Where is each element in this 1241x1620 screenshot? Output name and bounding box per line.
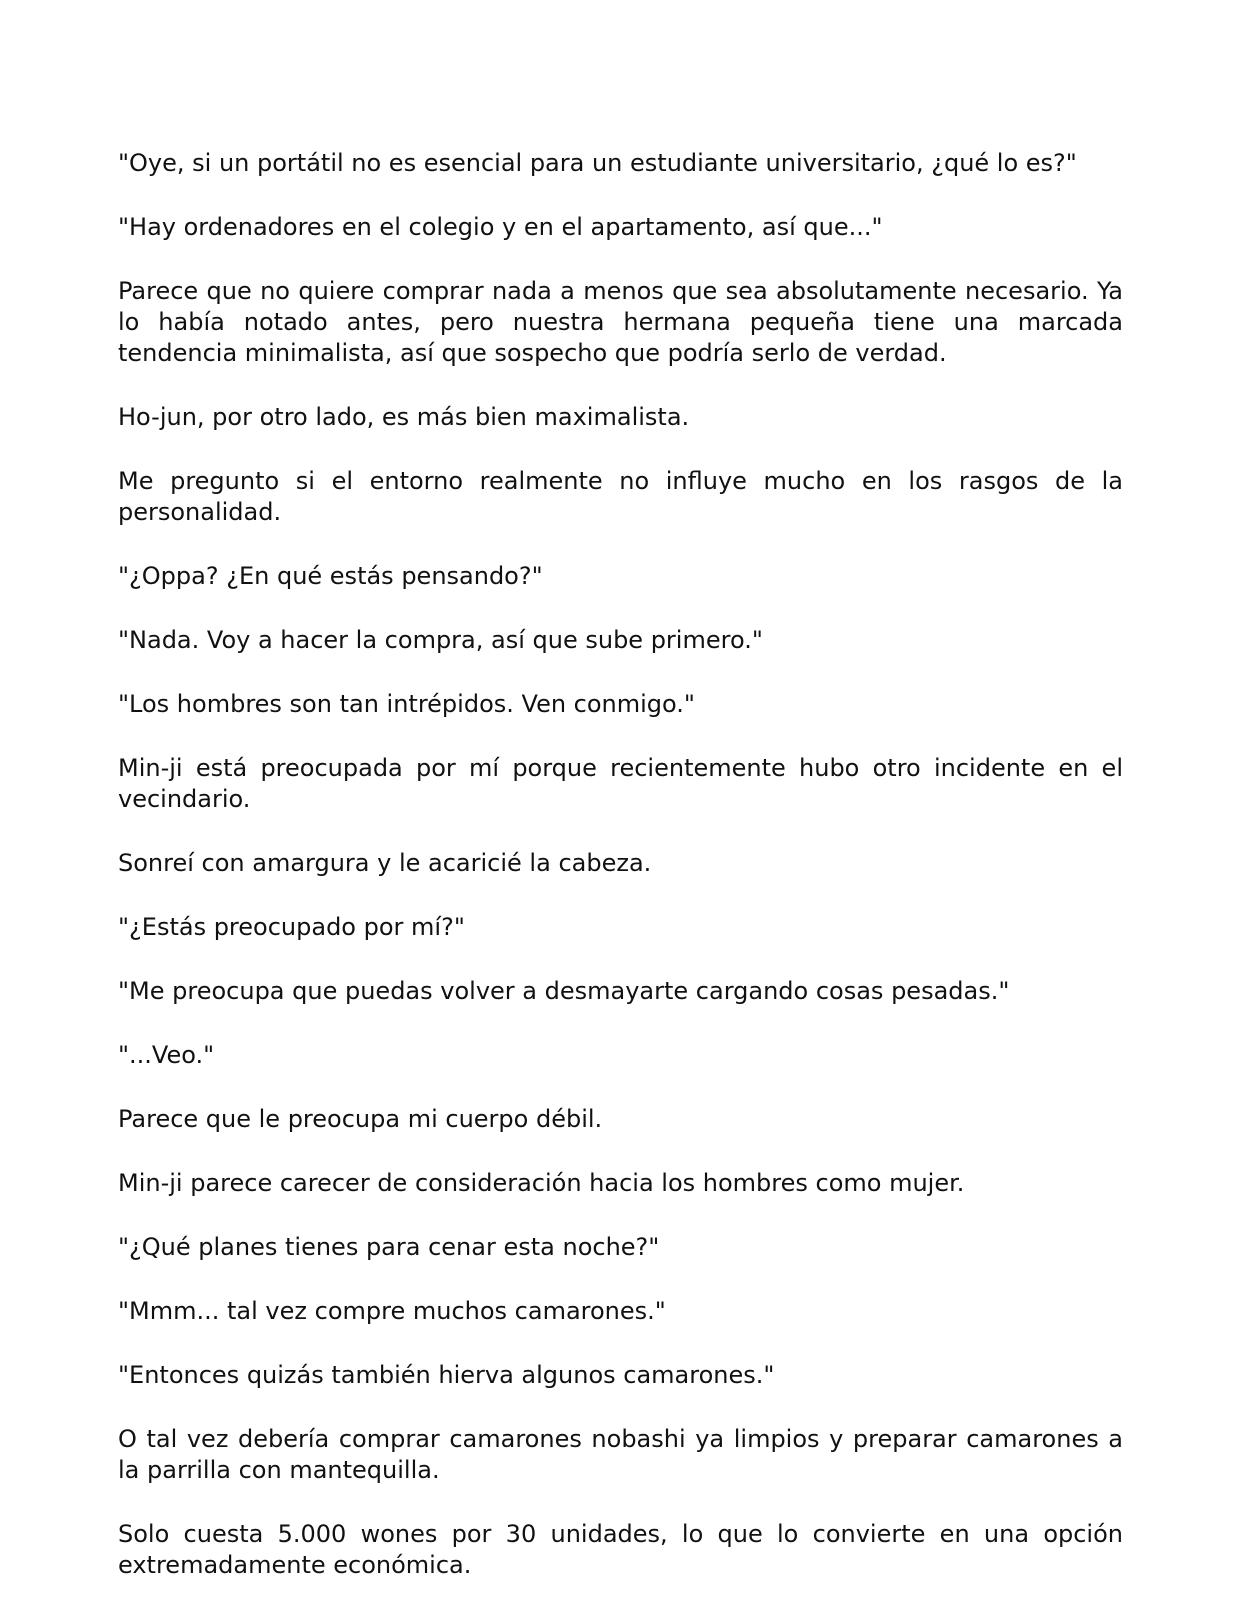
paragraph-1: "Oye, si un portátil no es esencial para un estudiante universitario, ¿qué lo es?" (118, 149, 1077, 177)
paragraph-17: "Mmm... tal vez compre muchos camarones." (118, 1297, 666, 1325)
paragraph-8: "Los hombres son tan intrépidos. Ven conmigo." (118, 690, 695, 718)
paragraph-3: Parece que no quiere comprar nada a menos que sea absolutamente necesario. Ya lo había notado antes, pero nuestra hermana pequeña tiene una marcada tendencia minimalista, así que sospecho que podría serlo de verdad. (118, 277, 1123, 367)
paragraph-12: "Me preocupa que puedas volver a desmayarte cargando cosas pesadas." (118, 977, 1010, 1005)
paragraph-15: Min-ji parece carecer de consideración hacia los hombres como mujer. (118, 1169, 965, 1197)
paragraph-11: "¿Estás preocupado por mí?" (118, 913, 465, 941)
paragraph-20: Solo cuesta 5.000 wones por 30 unidades, lo que lo convierte en una opción extremadamente económica. (118, 1520, 1123, 1579)
paragraph-14: Parece que le preocupa mi cuerpo débil. (118, 1105, 603, 1133)
paragraph-6: "¿Oppa? ¿En qué estás pensando?" (118, 562, 543, 590)
body-text (118, 148, 1123, 1614)
paragraph-13: "...Veo." (118, 1041, 215, 1069)
paragraph-10: Sonreí con amargura y le acaricié la cabeza. (118, 849, 652, 877)
paragraph-7: "Nada. Voy a hacer la compra, así que sube primero." (118, 626, 763, 654)
paragraph-4: Ho-jun, por otro lado, es más bien maximalista. (118, 403, 690, 431)
paragraph-19: O tal vez debería comprar camarones nobashi ya limpios y preparar camarones a la parrilla con mantequilla. (118, 1425, 1123, 1484)
paragraph-18: "Entonces quizás también hierva algunos camarones." (118, 1361, 775, 1389)
paragraph-5: Me pregunto si el entorno realmente no influye mucho en los rasgos de la personalidad. (118, 467, 1123, 526)
paragraph-9: Min-ji está preocupada por mí porque recientemente hubo otro incidente en el vecindario. (118, 754, 1123, 813)
paragraph-16: "¿Qué planes tienes para cenar esta noche?" (118, 1233, 660, 1261)
paragraph-2: "Hay ordenadores en el colegio y en el apartamento, así que..." (118, 213, 883, 241)
